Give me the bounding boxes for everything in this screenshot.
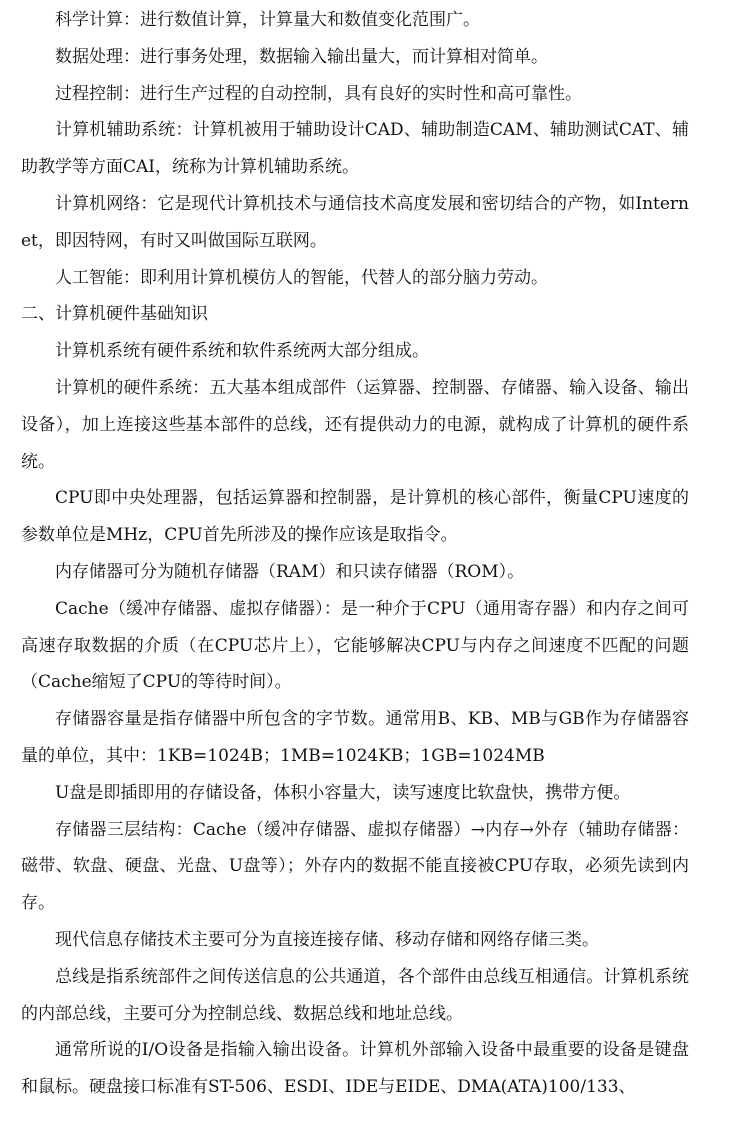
paragraph-internal-memory: 内存储器可分为随机存储器（RAM）和只读存储器（ROM）。 xyxy=(55,561,525,582)
document-page xyxy=(21,0,689,1106)
paragraph-hardware-system: 计算机的硬件系统：五大基本组成部件（运算器、控制器、存储器、输入设备、输出设备），加上连接这些基本部件的总线，还有提供动力的电源，就构成了计算机的硬件系统。 xyxy=(21,377,689,472)
paragraph-storage-technology: 现代信息存储技术主要可分为直接连接存储、移动存储和网络存储三类。 xyxy=(55,929,599,950)
paragraph-storage-capacity: 存储器容量是指存储器中所包含的字节数。通常用B、KB、MB与GB作为存储器容量的单位，其中：1KB=1024B；1MB=1024KB；1GB=1024MB xyxy=(21,709,689,766)
paragraph-system-composition: 计算机系统有硬件系统和软件系统两大部分组成。 xyxy=(55,341,429,362)
paragraph-usb-drive: U盘是即插即用的存储设备，体积小容量大，读写速度比软盘快，携带方便。 xyxy=(55,782,631,803)
paragraph-computer-aided-systems: 计算机辅助系统：计算机被用于辅助设计CAD、辅助制造CAM、辅助测试CAT、辅助教学等方面CAI，统称为计算机辅助系统。 xyxy=(21,120,689,178)
paragraph-data-processing: 数据处理：进行事务处理，数据输入输出量大，而计算相对简单。 xyxy=(55,46,548,67)
paragraph-storage-hierarchy: 存储器三层结构：Cache（缓冲存储器、虚拟存储器）→内存→外存（辅助存储器：磁带、软盘、硬盘、光盘、U盘等）；外存内的数据不能直接被CPU存取，必须先读到内存。 xyxy=(21,819,689,914)
paragraph-cpu: CPU即中央处理器，包括运算器和控制器，是计算机的核心部件，衡量CPU速度的参数单位是MHz，CPU首先所涉及的操作应该是取指令。 xyxy=(21,488,689,546)
paragraph-process-control: 过程控制：进行生产过程的自动控制，具有良好的实时性和高可靠性。 xyxy=(55,83,582,104)
paragraph-scientific-computing: 科学计算：进行数值计算，计算量大和数值变化范围广。 xyxy=(55,10,480,30)
paragraph-artificial-intelligence: 人工智能：即利用计算机模仿人的智能，代替人的部分脑力劳动。 xyxy=(55,267,548,288)
paragraph-computer-network: 计算机网络：它是现代计算机技术与通信技术高度发展和密切结合的产物，如Internet，即因特网，有时又叫做国际互联网。 xyxy=(21,193,689,251)
paragraph-io-devices: 通常所说的I/O设备是指输入输出设备。计算机外部输入设备中最重要的设备是键盘和鼠标。硬盘接口标准有ST-506、ESDI、IDE与EIDE、DMA(ATA)100/133、 xyxy=(21,1040,689,1098)
section-heading-hardware-basics: 二、计算机硬件基础知识 xyxy=(21,304,208,325)
paragraph-bus: 总线是指系统部件之间传送信息的公共通道，各个部件由总线互相通信。计算机系统的内部总线，主要可分为控制总线、数据总线和地址总线。 xyxy=(21,966,689,1024)
paragraph-cache: Cache（缓冲存储器、虚拟存储器）：是一种介于CPU（通用寄存器）和内存之间可高速存取数据的介质（在CPU芯片上），它能够解决CPU与内存之间速度不匹配的问题（Cache缩短了CPU的等待时间）。 xyxy=(21,598,689,693)
